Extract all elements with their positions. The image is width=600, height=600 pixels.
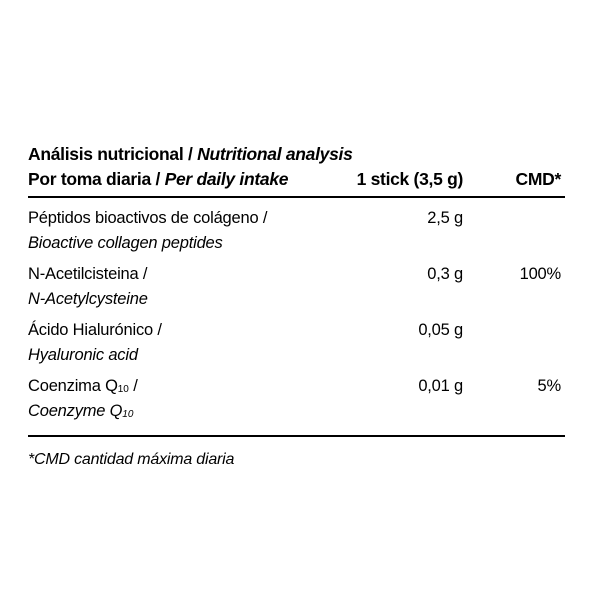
nutrient-row-nac (28, 259, 565, 315)
cmd-value: 5% (463, 371, 565, 436)
cmd-value (463, 197, 565, 259)
cmd-value: 100% (519, 265, 561, 283)
amount-value: 0,3 g (427, 265, 463, 283)
nutrient-name-es: Coenzima Q10 / (28, 377, 138, 395)
header-col-cmd: CMD* (463, 169, 565, 197)
nutrient-name (28, 371, 328, 436)
table-header-row (28, 169, 565, 197)
nutrient-row-coq10 (28, 371, 565, 436)
header-col-intake-en: Per daily intake (164, 169, 289, 189)
header-col-stick: 1 stick (3,5 g) (328, 169, 463, 197)
footnote: *CMD cantidad máxima diaria (28, 451, 235, 468)
amount-value: 0,01 g (328, 371, 463, 436)
nutrient-name-es: N-Acetilcisteina / (28, 265, 148, 283)
nutrient-row-collagen (28, 197, 565, 259)
amount-value: 2,5 g (427, 209, 463, 227)
nutrient-name-en: Hyaluronic acid (28, 346, 138, 364)
nutrient-name-es: Péptidos bioactivos de colágeno / (28, 209, 268, 227)
nutrient-name-en: Coenzyme Q10 (28, 402, 134, 420)
amount-value: 0,05 g (418, 321, 463, 339)
header-col-intake (28, 169, 328, 197)
nutrient-name (28, 315, 328, 371)
cmd-value (463, 315, 565, 371)
nutrient-row-hyaluronic (28, 315, 565, 371)
nutrient-name-en: Bioactive collagen peptides (28, 234, 223, 252)
page-title (28, 144, 565, 164)
nutrient-name-en: N-Acetylcysteine (28, 290, 148, 308)
nutrient-name (28, 197, 328, 259)
header-col-intake-es: Por toma diaria / (28, 169, 165, 189)
nutrition-table (28, 169, 565, 437)
page-title-en: Nutritional analysis (197, 144, 353, 164)
nutrient-name-es: Ácido Hialurónico / (28, 321, 162, 339)
page-title-es: Análisis nutricional / (28, 144, 198, 164)
nutrient-name (28, 259, 328, 315)
label-content (28, 144, 565, 470)
